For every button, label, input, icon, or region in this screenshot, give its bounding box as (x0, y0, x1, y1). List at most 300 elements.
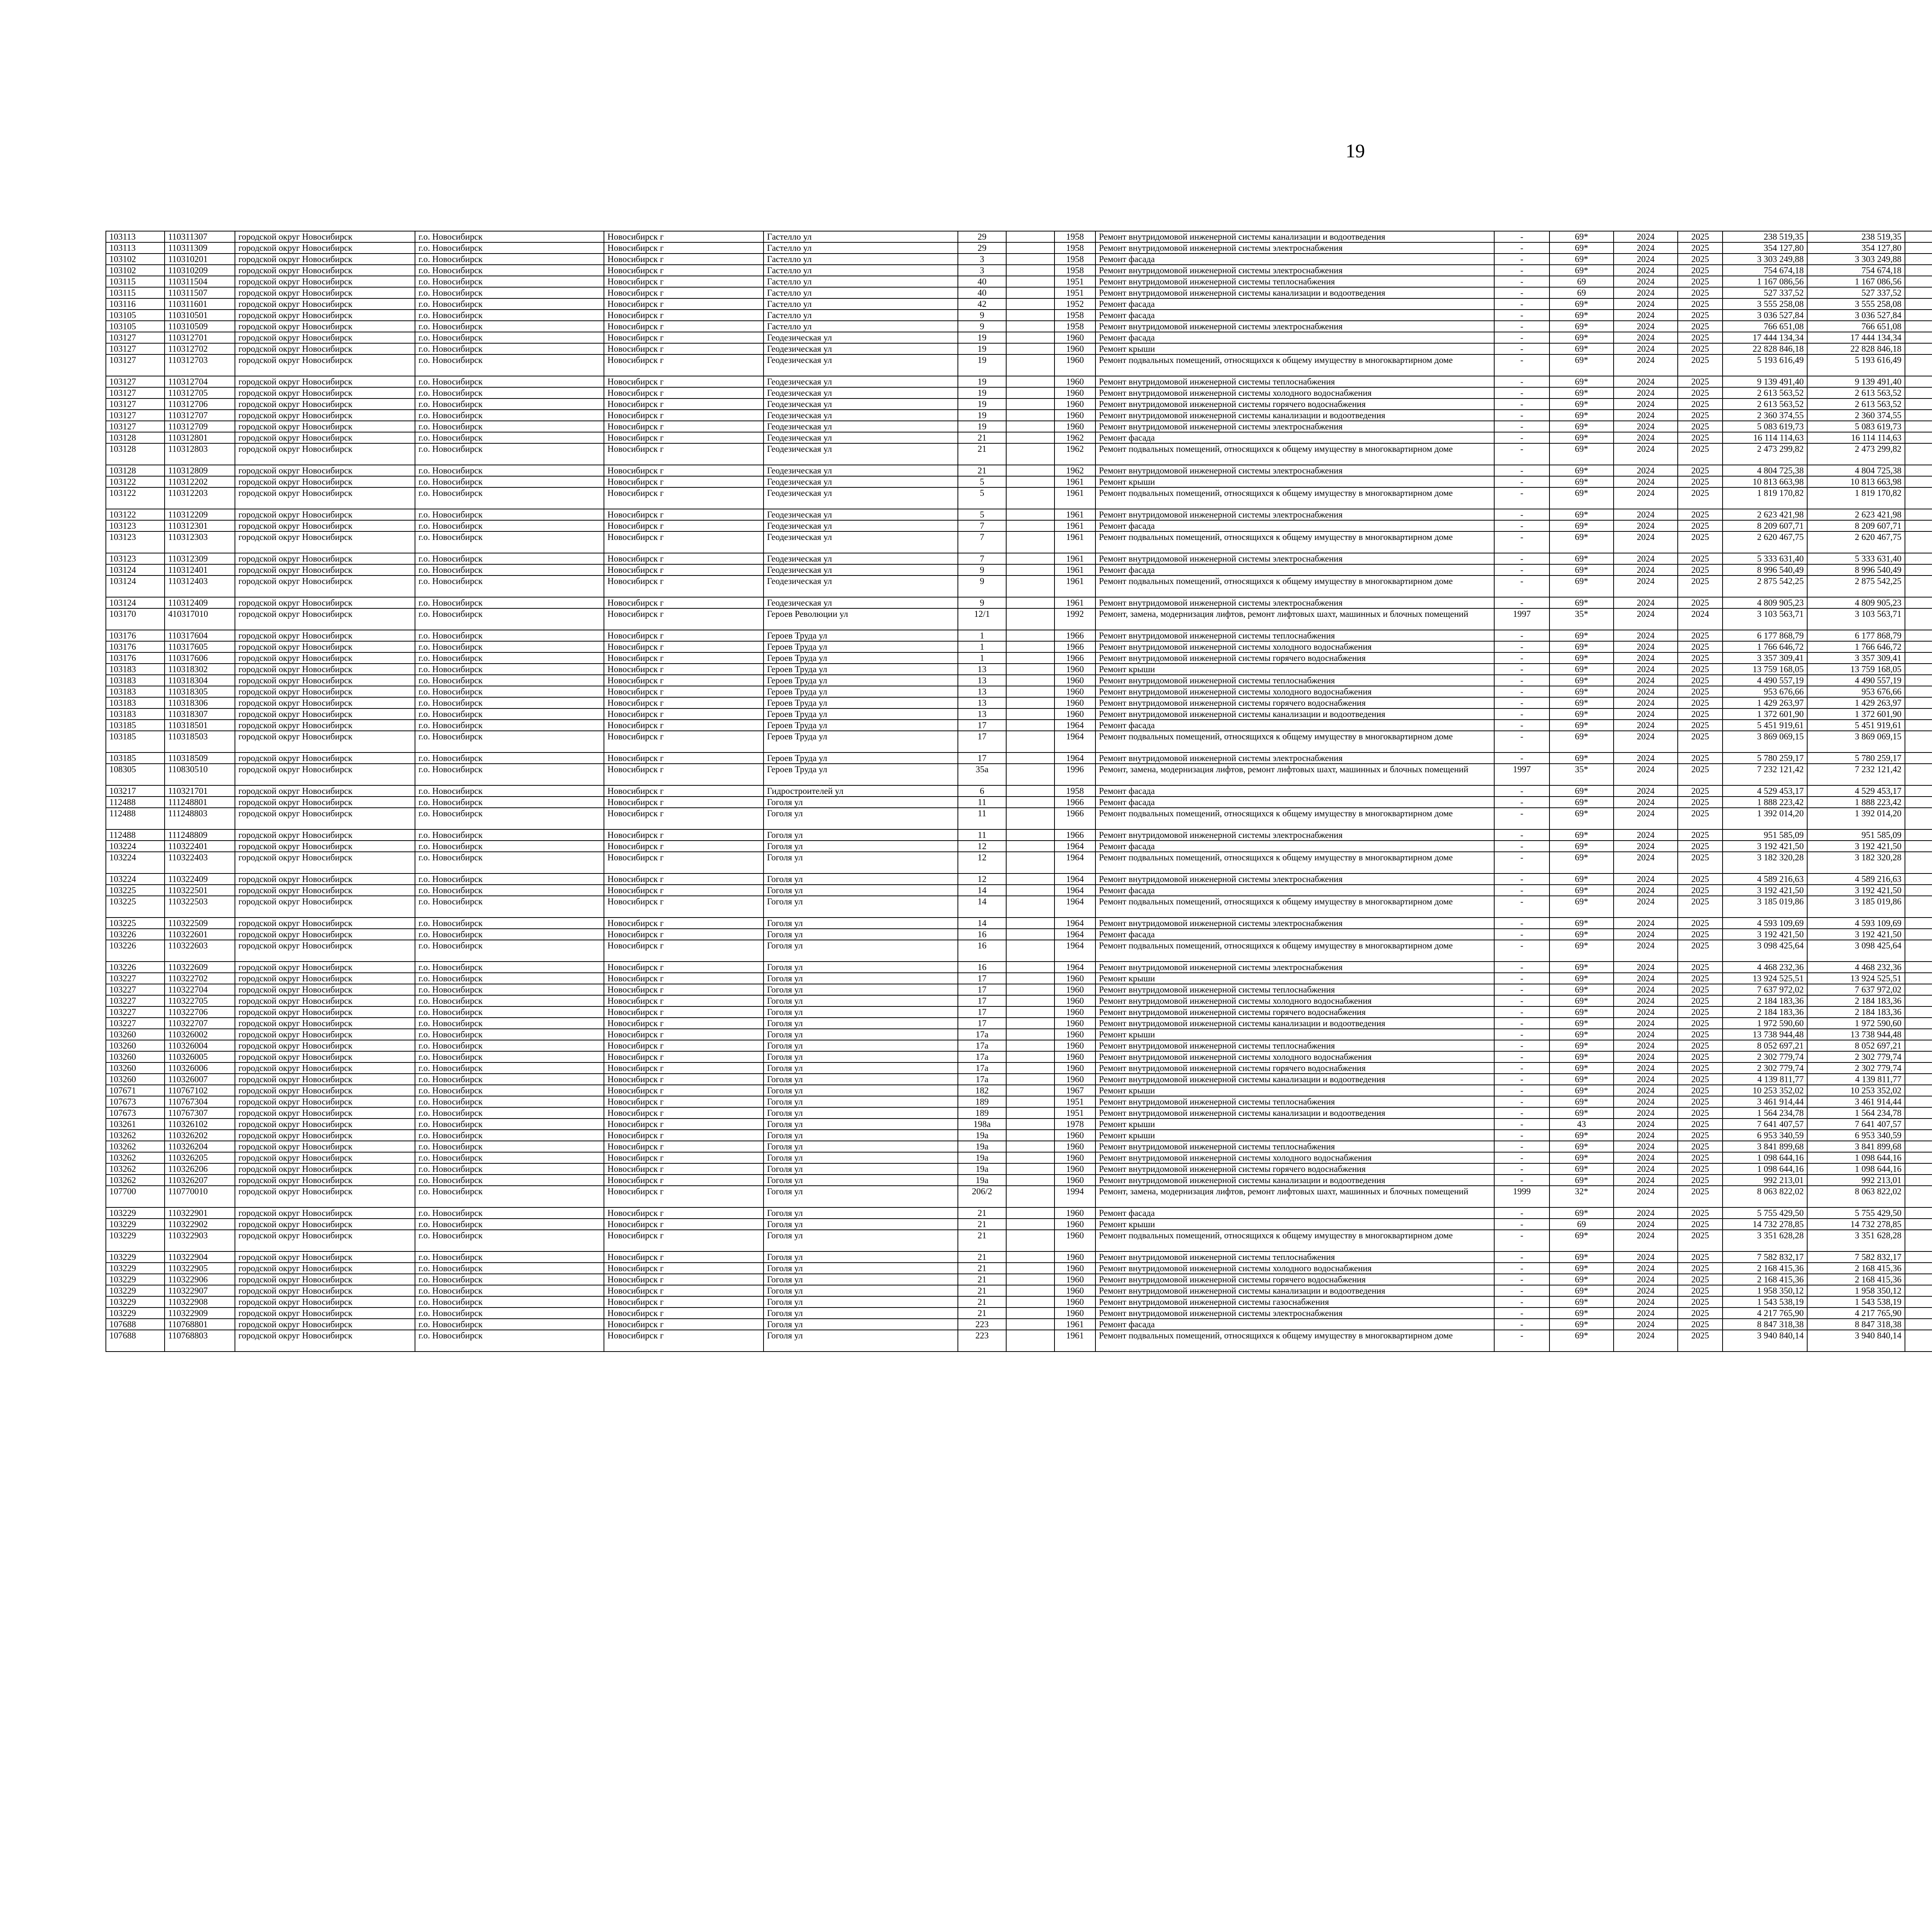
cell-element-id: 110322601 (165, 929, 235, 940)
table-row (106, 731, 1932, 752)
cell-budget-subject (1905, 1175, 1932, 1186)
cell-municipal-district: городской округ Новосибирск (235, 652, 415, 664)
cell-budget-subject (1905, 652, 1932, 664)
cell-end-year: 2025 (1678, 731, 1723, 752)
cell-lift-year: - (1494, 1152, 1549, 1163)
cell-wear-percent: 69* (1549, 797, 1614, 808)
cell-start-year: 2024 (1614, 1207, 1678, 1219)
cell-year-built: 1962 (1054, 465, 1095, 476)
cell-element-id: 110318503 (165, 731, 235, 752)
cell-total-cost: 4 589 216,63 (1723, 873, 1807, 885)
cell-settlement: Новосибирск г (604, 885, 764, 896)
cell-work-type: Ремонт крыши (1095, 476, 1494, 487)
cell-settlement: Новосибирск г (604, 1308, 764, 1319)
cell-element-id: 110312401 (165, 564, 235, 575)
cell-street: Гоголя ул (764, 1186, 958, 1207)
cell-year-built: 1960 (1054, 1074, 1095, 1085)
cell-record-id: 103183 (106, 686, 165, 697)
cell-year-built: 1951 (1054, 276, 1095, 287)
table-row (106, 376, 1932, 387)
cell-municipality: г.о. Новосибирск (415, 575, 604, 597)
cell-end-year: 2025 (1678, 520, 1723, 531)
cell-fund-cost: 2 302 779,74 (1807, 1062, 1905, 1074)
cell-building (1006, 553, 1054, 564)
cell-municipality: г.о. Новосибирск (415, 1186, 604, 1207)
cell-end-year: 2025 (1678, 873, 1723, 885)
cell-municipal-district: городской округ Новосибирск (235, 1251, 415, 1263)
cell-wear-percent: 69* (1549, 376, 1614, 387)
cell-element-id: 110326007 (165, 1074, 235, 1085)
cell-year-built: 1958 (1054, 310, 1095, 321)
cell-wear-percent: 69* (1549, 520, 1614, 531)
cell-municipal-district: городской округ Новосибирск (235, 852, 415, 873)
cell-record-id: 103227 (106, 1018, 165, 1029)
cell-year-built: 1964 (1054, 962, 1095, 973)
cell-budget-subject (1905, 829, 1932, 841)
cell-house-number: 17а (958, 1029, 1006, 1040)
cell-total-cost: 5 083 619,73 (1723, 421, 1807, 432)
cell-budget-subject (1905, 376, 1932, 387)
cell-municipality: г.о. Новосибирск (415, 1175, 604, 1186)
cell-municipal-district: городской округ Новосибирск (235, 1085, 415, 1096)
cell-municipal-district: городской округ Новосибирск (235, 1096, 415, 1107)
cell-house-number: 21 (958, 465, 1006, 476)
cell-total-cost: 4 468 232,36 (1723, 962, 1807, 973)
cell-municipal-district: городской округ Новосибирск (235, 343, 415, 354)
cell-municipality: г.о. Новосибирск (415, 1330, 604, 1352)
cell-record-id: 103260 (106, 1040, 165, 1051)
cell-municipality: г.о. Новосибирск (415, 720, 604, 731)
cell-total-cost: 1 372 601,90 (1723, 708, 1807, 720)
cell-municipality: г.о. Новосибирск (415, 231, 604, 242)
cell-street: Гастелло ул (764, 287, 958, 298)
cell-year-built: 1951 (1054, 287, 1095, 298)
cell-total-cost: 2 613 563,52 (1723, 387, 1807, 398)
cell-work-type: Ремонт крыши (1095, 343, 1494, 354)
cell-building (1006, 1186, 1054, 1207)
table-row (106, 1285, 1932, 1296)
cell-house-number: 1 (958, 630, 1006, 641)
cell-year-built: 1960 (1054, 973, 1095, 984)
cell-total-cost: 4 804 725,38 (1723, 465, 1807, 476)
cell-wear-percent: 69* (1549, 1152, 1614, 1163)
cell-municipal-district: городской округ Новосибирск (235, 410, 415, 421)
cell-fund-cost: 5 451 919,61 (1807, 720, 1905, 731)
cell-fund-cost: 1 972 590,60 (1807, 1018, 1905, 1029)
cell-start-year: 2024 (1614, 1285, 1678, 1296)
cell-work-type: Ремонт внутридомовой инженерной системы горячего водоснабжения (1095, 398, 1494, 410)
cell-building (1006, 896, 1054, 918)
cell-element-id: 110318306 (165, 697, 235, 708)
cell-building (1006, 630, 1054, 641)
cell-element-id: 110312309 (165, 553, 235, 564)
cell-house-number: 223 (958, 1319, 1006, 1330)
cell-budget-subject (1905, 929, 1932, 940)
cell-lift-year: - (1494, 664, 1549, 675)
table-row (106, 1141, 1932, 1152)
cell-building (1006, 1251, 1054, 1263)
cell-element-id: 110322905 (165, 1263, 235, 1274)
cell-year-built: 1952 (1054, 298, 1095, 310)
table-row (106, 1074, 1932, 1085)
cell-start-year: 2024 (1614, 1163, 1678, 1175)
cell-total-cost: 2 623 421,98 (1723, 509, 1807, 520)
cell-start-year: 2024 (1614, 1130, 1678, 1141)
cell-budget-subject (1905, 242, 1932, 254)
cell-record-id: 103260 (106, 1062, 165, 1074)
cell-record-id: 103123 (106, 520, 165, 531)
cell-start-year: 2024 (1614, 1308, 1678, 1319)
cell-element-id: 110317606 (165, 652, 235, 664)
cell-budget-subject (1905, 443, 1932, 465)
cell-record-id: 103185 (106, 720, 165, 731)
cell-settlement: Новосибирск г (604, 321, 764, 332)
cell-municipal-district: городской округ Новосибирск (235, 1330, 415, 1352)
cell-settlement: Новосибирск г (604, 376, 764, 387)
cell-wear-percent: 69* (1549, 1319, 1614, 1330)
table-row (106, 973, 1932, 984)
cell-start-year: 2024 (1614, 752, 1678, 764)
cell-end-year: 2025 (1678, 918, 1723, 929)
cell-lift-year: - (1494, 343, 1549, 354)
cell-end-year: 2025 (1678, 509, 1723, 520)
cell-end-year: 2025 (1678, 1096, 1723, 1107)
cell-municipality: г.о. Новосибирск (415, 708, 604, 720)
cell-end-year: 2025 (1678, 1062, 1723, 1074)
cell-record-id: 103225 (106, 918, 165, 929)
cell-total-cost: 2 613 563,52 (1723, 398, 1807, 410)
table-row (106, 343, 1932, 354)
cell-lift-year: - (1494, 1308, 1549, 1319)
cell-record-id: 107671 (106, 1085, 165, 1096)
cell-element-id: 110312706 (165, 398, 235, 410)
cell-municipality: г.о. Новосибирск (415, 1219, 604, 1230)
cell-municipal-district: городской округ Новосибирск (235, 421, 415, 432)
cell-street: Гоголя ул (764, 1219, 958, 1230)
cell-municipal-district: городской округ Новосибирск (235, 387, 415, 398)
cell-end-year: 2025 (1678, 1163, 1723, 1175)
cell-settlement: Новосибирск г (604, 1029, 764, 1040)
cell-house-number: 189 (958, 1107, 1006, 1119)
cell-year-built: 1964 (1054, 731, 1095, 752)
cell-lift-year: - (1494, 1230, 1549, 1251)
cell-budget-subject (1905, 564, 1932, 575)
cell-budget-subject (1905, 265, 1932, 276)
cell-building (1006, 995, 1054, 1006)
cell-total-cost: 7 232 121,42 (1723, 764, 1807, 785)
cell-street: Гастелло ул (764, 321, 958, 332)
cell-fund-cost: 1 766 646,72 (1807, 641, 1905, 652)
cell-end-year: 2025 (1678, 443, 1723, 465)
cell-municipality: г.о. Новосибирск (415, 509, 604, 520)
cell-house-number: 189 (958, 1096, 1006, 1107)
cell-year-built: 1961 (1054, 476, 1095, 487)
cell-wear-percent: 69* (1549, 1230, 1614, 1251)
table-row (106, 829, 1932, 841)
cell-budget-subject (1905, 387, 1932, 398)
cell-element-id: 110326002 (165, 1029, 235, 1040)
cell-end-year: 2025 (1678, 287, 1723, 298)
cell-element-id: 110326205 (165, 1152, 235, 1163)
cell-building (1006, 1006, 1054, 1018)
table-row (106, 1040, 1932, 1051)
cell-lift-year: - (1494, 675, 1549, 686)
cell-house-number: 21 (958, 1308, 1006, 1319)
table-row (106, 808, 1932, 829)
cell-year-built: 1961 (1054, 564, 1095, 575)
cell-start-year: 2024 (1614, 852, 1678, 873)
cell-wear-percent: 69* (1549, 1285, 1614, 1296)
cell-total-cost: 3 841 899,68 (1723, 1141, 1807, 1152)
cell-work-type: Ремонт внутридомовой инженерной системы теплоснабжения (1095, 1141, 1494, 1152)
cell-fund-cost: 1 543 538,19 (1807, 1296, 1905, 1308)
cell-building (1006, 1274, 1054, 1285)
cell-municipality: г.о. Новосибирск (415, 984, 604, 995)
cell-budget-subject (1905, 354, 1932, 376)
cell-budget-subject (1905, 1141, 1932, 1152)
cell-budget-subject (1905, 1319, 1932, 1330)
cell-fund-cost: 3 192 421,50 (1807, 841, 1905, 852)
cell-street: Героев Труда ул (764, 675, 958, 686)
cell-wear-percent: 69* (1549, 343, 1614, 354)
cell-year-built: 1960 (1054, 1207, 1095, 1219)
cell-record-id: 107688 (106, 1319, 165, 1330)
cell-start-year: 2024 (1614, 287, 1678, 298)
cell-settlement: Новосибирск г (604, 1051, 764, 1062)
cell-total-cost: 7 582 832,17 (1723, 1251, 1807, 1263)
cell-wear-percent: 69* (1549, 231, 1614, 242)
cell-fund-cost: 2 168 415,36 (1807, 1274, 1905, 1285)
cell-year-built: 1964 (1054, 720, 1095, 731)
cell-settlement: Новосибирск г (604, 287, 764, 298)
cell-total-cost: 3 036 527,84 (1723, 310, 1807, 321)
cell-wear-percent: 69* (1549, 410, 1614, 421)
cell-record-id: 103122 (106, 476, 165, 487)
cell-building (1006, 929, 1054, 940)
cell-wear-percent: 69* (1549, 1130, 1614, 1141)
cell-settlement: Новосибирск г (604, 641, 764, 652)
cell-work-type: Ремонт внутридомовой инженерной системы канализации и водоотведения (1095, 1018, 1494, 1029)
cell-total-cost: 3 303 249,88 (1723, 254, 1807, 265)
cell-fund-cost: 238 519,35 (1807, 231, 1905, 242)
cell-lift-year: - (1494, 421, 1549, 432)
table-row (106, 553, 1932, 564)
cell-municipality: г.о. Новосибирск (415, 1119, 604, 1130)
cell-lift-year: - (1494, 276, 1549, 287)
cell-house-number: 21 (958, 1296, 1006, 1308)
cell-municipality: г.о. Новосибирск (415, 443, 604, 465)
cell-element-id: 110326004 (165, 1040, 235, 1051)
cell-settlement: Новосибирск г (604, 608, 764, 630)
cell-total-cost: 9 139 491,40 (1723, 376, 1807, 387)
cell-start-year: 2024 (1614, 321, 1678, 332)
cell-settlement: Новосибирск г (604, 387, 764, 398)
cell-budget-subject (1905, 465, 1932, 476)
cell-year-built: 1964 (1054, 940, 1095, 962)
cell-wear-percent: 69* (1549, 829, 1614, 841)
cell-budget-subject (1905, 731, 1932, 752)
cell-end-year: 2025 (1678, 487, 1723, 509)
cell-total-cost: 3 192 421,50 (1723, 841, 1807, 852)
cell-building (1006, 852, 1054, 873)
cell-total-cost: 4 809 905,23 (1723, 597, 1807, 608)
cell-fund-cost: 2 184 183,36 (1807, 995, 1905, 1006)
cell-year-built: 1964 (1054, 841, 1095, 852)
cell-house-number: 9 (958, 597, 1006, 608)
cell-lift-year: - (1494, 720, 1549, 731)
cell-municipal-district: городской округ Новосибирск (235, 1319, 415, 1330)
cell-municipal-district: городской округ Новосибирск (235, 1141, 415, 1152)
cell-year-built: 1960 (1054, 398, 1095, 410)
cell-end-year: 2025 (1678, 410, 1723, 421)
cell-element-id: 110322903 (165, 1230, 235, 1251)
cell-element-id: 110312701 (165, 332, 235, 343)
cell-lift-year: - (1494, 1219, 1549, 1230)
cell-municipal-district: городской округ Новосибирск (235, 1018, 415, 1029)
cell-element-id: 110322503 (165, 896, 235, 918)
cell-wear-percent: 69* (1549, 1051, 1614, 1062)
cell-lift-year: - (1494, 242, 1549, 254)
cell-house-number: 12 (958, 873, 1006, 885)
cell-year-built: 1960 (1054, 343, 1095, 354)
cell-house-number: 3 (958, 254, 1006, 265)
cell-building (1006, 686, 1054, 697)
cell-settlement: Новосибирск г (604, 764, 764, 785)
cell-end-year: 2025 (1678, 276, 1723, 287)
cell-wear-percent: 69* (1549, 630, 1614, 641)
cell-lift-year: - (1494, 398, 1549, 410)
cell-lift-year: - (1494, 929, 1549, 940)
cell-wear-percent: 69* (1549, 1040, 1614, 1051)
cell-lift-year: - (1494, 321, 1549, 332)
cell-lift-year: - (1494, 1274, 1549, 1285)
cell-lift-year: - (1494, 597, 1549, 608)
cell-street: Геодезическая ул (764, 597, 958, 608)
cell-settlement: Новосибирск г (604, 1163, 764, 1175)
cell-budget-subject (1905, 686, 1932, 697)
cell-house-number: 17 (958, 731, 1006, 752)
cell-fund-cost: 5 083 619,73 (1807, 421, 1905, 432)
cell-fund-cost: 4 529 453,17 (1807, 785, 1905, 797)
cell-year-built: 1960 (1054, 410, 1095, 421)
cell-settlement: Новосибирск г (604, 332, 764, 343)
cell-municipal-district: городской округ Новосибирск (235, 940, 415, 962)
cell-municipal-district: городской округ Новосибирск (235, 1051, 415, 1062)
cell-total-cost: 1 564 234,78 (1723, 1107, 1807, 1119)
cell-start-year: 2024 (1614, 531, 1678, 553)
cell-start-year: 2024 (1614, 1296, 1678, 1308)
cell-street: Героев Труда ул (764, 664, 958, 675)
cell-start-year: 2024 (1614, 608, 1678, 630)
cell-total-cost: 1 958 350,12 (1723, 1285, 1807, 1296)
cell-end-year: 2025 (1678, 310, 1723, 321)
cell-street: Геодезическая ул (764, 564, 958, 575)
cell-year-built: 1961 (1054, 520, 1095, 531)
cell-end-year: 2025 (1678, 1263, 1723, 1274)
cell-budget-subject (1905, 1207, 1932, 1219)
cell-municipality: г.о. Новосибирск (415, 608, 604, 630)
cell-element-id: 110312803 (165, 443, 235, 465)
cell-settlement: Новосибирск г (604, 597, 764, 608)
table-row (106, 321, 1932, 332)
cell-budget-subject (1905, 231, 1932, 242)
cell-budget-subject (1905, 940, 1932, 962)
cell-wear-percent: 69* (1549, 1296, 1614, 1308)
cell-municipal-district: городской округ Новосибирск (235, 630, 415, 641)
cell-total-cost: 3 351 628,28 (1723, 1230, 1807, 1251)
cell-municipal-district: городской округ Новосибирск (235, 597, 415, 608)
cell-house-number: 21 (958, 1285, 1006, 1296)
table-row (106, 1051, 1932, 1062)
cell-lift-year: - (1494, 940, 1549, 962)
cell-building (1006, 962, 1054, 973)
cell-end-year: 2025 (1678, 852, 1723, 873)
cell-wear-percent: 69* (1549, 929, 1614, 940)
cell-building (1006, 1096, 1054, 1107)
cell-settlement: Новосибирск г (604, 852, 764, 873)
cell-start-year: 2024 (1614, 1330, 1678, 1352)
cell-budget-subject (1905, 797, 1932, 808)
cell-work-type: Ремонт подвальных помещений, относящихся к общему имуществу в многоквартирном доме (1095, 896, 1494, 918)
cell-fund-cost: 2 184 183,36 (1807, 1006, 1905, 1018)
cell-wear-percent: 69* (1549, 675, 1614, 686)
cell-wear-percent: 69* (1549, 808, 1614, 829)
cell-municipality: г.о. Новосибирск (415, 1141, 604, 1152)
table-row (106, 697, 1932, 708)
cell-record-id: 103217 (106, 785, 165, 797)
cell-building (1006, 697, 1054, 708)
cell-fund-cost: 8 063 822,02 (1807, 1186, 1905, 1207)
cell-total-cost: 13 738 944,48 (1723, 1029, 1807, 1040)
cell-record-id: 103124 (106, 564, 165, 575)
cell-start-year: 2024 (1614, 1096, 1678, 1107)
cell-year-built: 1960 (1054, 1051, 1095, 1062)
cell-street: Геодезическая ул (764, 354, 958, 376)
cell-wear-percent: 69* (1549, 1006, 1614, 1018)
cell-house-number: 9 (958, 564, 1006, 575)
cell-building (1006, 1207, 1054, 1219)
cell-settlement: Новосибирск г (604, 995, 764, 1006)
cell-end-year: 2025 (1678, 298, 1723, 310)
cell-municipal-district: городской округ Новосибирск (235, 553, 415, 564)
cell-year-built: 1960 (1054, 1062, 1095, 1074)
cell-settlement: Новосибирск г (604, 1175, 764, 1186)
cell-municipal-district: городской округ Новосибирск (235, 1040, 415, 1051)
cell-municipal-district: городской округ Новосибирск (235, 808, 415, 829)
cell-street: Гоголя ул (764, 1040, 958, 1051)
cell-fund-cost: 13 738 944,48 (1807, 1029, 1905, 1040)
cell-work-type: Ремонт подвальных помещений, относящихся к общему имуществу в многоквартирном доме (1095, 487, 1494, 509)
cell-total-cost: 5 755 429,50 (1723, 1207, 1807, 1219)
cell-municipality: г.о. Новосибирск (415, 1074, 604, 1085)
cell-work-type: Ремонт внутридомовой инженерной системы электроснабжения (1095, 465, 1494, 476)
cell-year-built: 1960 (1054, 995, 1095, 1006)
cell-wear-percent: 69* (1549, 885, 1614, 896)
cell-start-year: 2024 (1614, 764, 1678, 785)
cell-start-year: 2024 (1614, 575, 1678, 597)
cell-year-built: 1960 (1054, 1230, 1095, 1251)
cell-fund-cost: 3 940 840,14 (1807, 1330, 1905, 1352)
cell-total-cost: 6 953 340,59 (1723, 1130, 1807, 1141)
cell-municipality: г.о. Новосибирск (415, 764, 604, 785)
cell-street: Гоголя ул (764, 1141, 958, 1152)
cell-start-year: 2024 (1614, 720, 1678, 731)
cell-end-year: 2025 (1678, 553, 1723, 564)
cell-work-type: Ремонт подвальных помещений, относящихся к общему имуществу в многоквартирном доме (1095, 354, 1494, 376)
cell-house-number: 11 (958, 829, 1006, 841)
cell-year-built: 1960 (1054, 1130, 1095, 1141)
cell-total-cost: 1 766 646,72 (1723, 641, 1807, 652)
